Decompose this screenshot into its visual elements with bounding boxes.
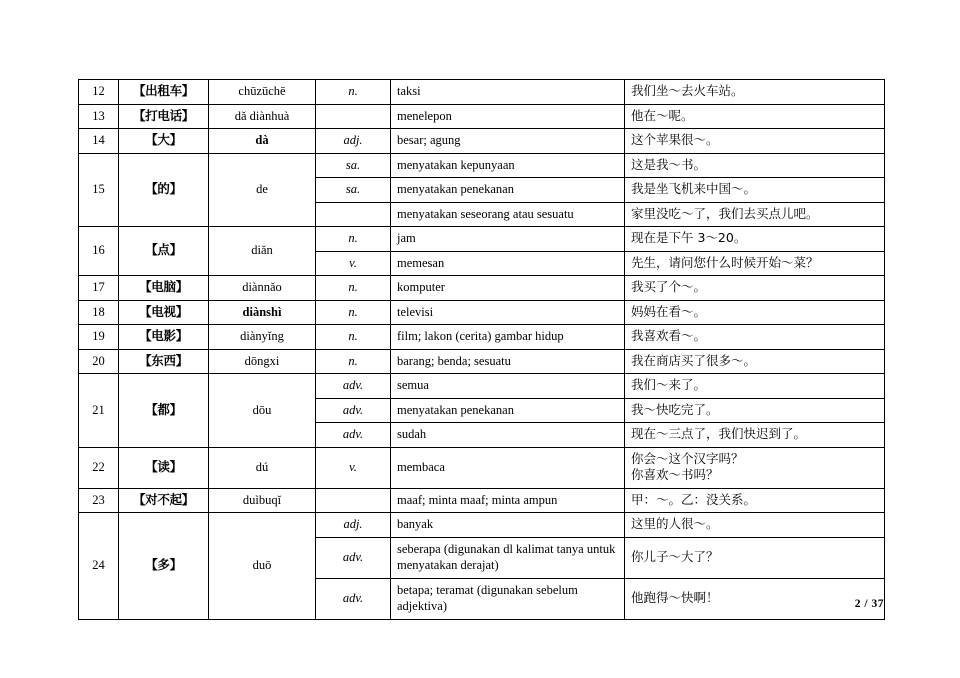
entry-headword: 【都】 xyxy=(119,374,209,448)
meaning-indonesian: sudah xyxy=(391,423,625,448)
example-sentence: 我喜欢看～。 xyxy=(631,328,707,343)
entry-pinyin: chūzūchē xyxy=(209,80,316,105)
example-sentences xyxy=(625,153,885,178)
entry-number: 18 xyxy=(79,300,119,325)
meaning-indonesian: film; lakon (cerita) gambar hidup xyxy=(391,325,625,350)
example-sentence: 这里的人很～。 xyxy=(631,516,719,531)
meaning-indonesian: taksi xyxy=(391,80,625,105)
entry-pinyin: diànnǎo xyxy=(209,276,316,301)
entry-number: 16 xyxy=(79,227,119,276)
entry-headword: 【电影】 xyxy=(119,325,209,350)
entry-headword: 【电视】 xyxy=(119,300,209,325)
meaning-indonesian: komputer xyxy=(391,276,625,301)
example-sentences xyxy=(625,276,885,301)
meaning-indonesian: maaf; minta maaf; minta ampun xyxy=(391,488,625,513)
meaning-indonesian: seberapa (digunakan dl kalimat tanya untuk menyatakan derajat) xyxy=(391,537,625,578)
example-sentences xyxy=(625,80,885,105)
part-of-speech: n. xyxy=(316,300,391,325)
vocabulary-table-wrapper xyxy=(78,79,884,620)
example-sentences xyxy=(625,104,885,129)
entry-headword: 【大】 xyxy=(119,129,209,154)
example-sentences xyxy=(625,447,885,488)
entry-pinyin: duìbuqǐ xyxy=(209,488,316,513)
entry-number: 13 xyxy=(79,104,119,129)
part-of-speech: adv. xyxy=(316,398,391,423)
entry-pinyin: diànyǐng xyxy=(209,325,316,350)
example-sentences xyxy=(625,202,885,227)
part-of-speech: n. xyxy=(316,227,391,252)
meaning-indonesian: televisi xyxy=(391,300,625,325)
example-sentences xyxy=(625,227,885,252)
entry-headword: 【多】 xyxy=(119,513,209,620)
entry-number: 22 xyxy=(79,447,119,488)
part-of-speech: sa. xyxy=(316,178,391,203)
example-sentence: 这是我～书。 xyxy=(631,156,707,172)
entry-number: 17 xyxy=(79,276,119,301)
meaning-indonesian: semua xyxy=(391,374,625,399)
example-sentence: 甲：～。乙：没关系。 xyxy=(631,491,757,507)
part-of-speech: n. xyxy=(316,80,391,105)
part-of-speech: n. xyxy=(316,325,391,350)
entry-headword: 【点】 xyxy=(119,227,209,276)
table-row xyxy=(79,349,885,374)
table-row xyxy=(79,325,885,350)
entry-pinyin: dà xyxy=(209,129,316,154)
example-sentences xyxy=(625,423,885,448)
example-sentences xyxy=(625,537,885,578)
example-sentence: 我在商店买了很多～。 xyxy=(631,352,757,368)
entry-pinyin: de xyxy=(209,153,316,227)
example-sentence: 现在～三点了，我们快迟到了。 xyxy=(631,426,807,441)
example-sentence: 他在～呢。 xyxy=(631,107,694,123)
table-row xyxy=(79,153,885,178)
entry-number: 20 xyxy=(79,349,119,374)
meaning-indonesian: membaca xyxy=(391,447,625,488)
part-of-speech xyxy=(316,202,391,227)
entry-headword: 【电脑】 xyxy=(119,276,209,301)
example-sentence: 家里没吃～了，我们去买点儿吧。 xyxy=(631,205,819,221)
entry-number: 12 xyxy=(79,80,119,105)
part-of-speech: adv. xyxy=(316,537,391,578)
vocabulary-table xyxy=(78,79,885,620)
entry-number: 21 xyxy=(79,374,119,448)
meaning-indonesian: menelepon xyxy=(391,104,625,129)
meaning-indonesian: jam xyxy=(391,227,625,252)
meaning-indonesian: menyatakan seseorang atau sesuatu xyxy=(391,202,625,227)
example-sentences xyxy=(625,513,885,538)
example-sentence: 现在是下午 3～20。 xyxy=(631,230,747,245)
entry-headword: 【的】 xyxy=(119,153,209,227)
table-row xyxy=(79,80,885,105)
table-row xyxy=(79,447,885,488)
example-sentence: 我～快吃完了。 xyxy=(631,401,719,417)
entry-headword: 【东西】 xyxy=(119,349,209,374)
table-row xyxy=(79,227,885,252)
example-sentences xyxy=(625,325,885,350)
entry-pinyin: dú xyxy=(209,447,316,488)
entry-pinyin: dōu xyxy=(209,374,316,448)
meaning-indonesian: menyatakan penekanan xyxy=(391,178,625,203)
entry-pinyin: dōngxi xyxy=(209,349,316,374)
part-of-speech: adj. xyxy=(316,513,391,538)
example-sentence: 先生，请问您什么时候开始～菜？ xyxy=(631,254,819,270)
example-sentences xyxy=(625,374,885,399)
entry-pinyin: dǎ diànhuà xyxy=(209,104,316,129)
example-sentence: 我是坐飞机来中国～。 xyxy=(631,181,757,196)
table-row xyxy=(79,129,885,154)
example-sentences xyxy=(625,129,885,154)
part-of-speech xyxy=(316,488,391,513)
example-sentence: 你喜欢～书吗？ xyxy=(631,467,719,482)
part-of-speech: n. xyxy=(316,276,391,301)
table-row xyxy=(79,513,885,538)
page-number-footer: 2 / 37 xyxy=(854,598,884,610)
part-of-speech: n. xyxy=(316,349,391,374)
entry-pinyin: duō xyxy=(209,513,316,620)
example-sentence: 这个苹果很～。 xyxy=(631,132,719,147)
table-row xyxy=(79,300,885,325)
entry-number: 24 xyxy=(79,513,119,620)
entry-pinyin: diǎn xyxy=(209,227,316,276)
table-row xyxy=(79,488,885,513)
entry-number: 23 xyxy=(79,488,119,513)
example-sentence: 你儿子～大了？ xyxy=(631,548,719,564)
example-sentences xyxy=(625,178,885,203)
vocabulary-table-body xyxy=(79,80,885,620)
meaning-indonesian: betapa; teramat (digunakan sebelum adjektiva) xyxy=(391,578,625,619)
part-of-speech: adj. xyxy=(316,129,391,154)
example-sentences xyxy=(625,300,885,325)
meaning-indonesian: menyatakan kepunyaan xyxy=(391,153,625,178)
part-of-speech: v. xyxy=(316,447,391,488)
part-of-speech xyxy=(316,104,391,129)
entry-number: 15 xyxy=(79,153,119,227)
part-of-speech: sa. xyxy=(316,153,391,178)
part-of-speech: adv. xyxy=(316,374,391,399)
entry-headword: 【对不起】 xyxy=(119,488,209,513)
example-sentences xyxy=(625,398,885,423)
meaning-indonesian: besar; agung xyxy=(391,129,625,154)
meaning-indonesian: menyatakan penekanan xyxy=(391,398,625,423)
part-of-speech: v. xyxy=(316,251,391,276)
entry-headword: 【读】 xyxy=(119,447,209,488)
entry-number: 14 xyxy=(79,129,119,154)
entry-headword: 【出租车】 xyxy=(119,80,209,105)
example-sentences xyxy=(625,488,885,513)
part-of-speech: adv. xyxy=(316,578,391,619)
example-sentence: 他跑得～快啊！ xyxy=(631,589,719,605)
table-row xyxy=(79,104,885,129)
example-sentence: 我买了个～。 xyxy=(631,279,707,294)
example-sentence: 我们～来了。 xyxy=(631,377,707,392)
example-sentences xyxy=(625,349,885,374)
part-of-speech: adv. xyxy=(316,423,391,448)
table-row xyxy=(79,276,885,301)
meaning-indonesian: memesan xyxy=(391,251,625,276)
example-sentence: 你会～这个汉字吗？ xyxy=(631,450,744,466)
example-sentences xyxy=(625,251,885,276)
entry-number: 19 xyxy=(79,325,119,350)
entry-pinyin: diànshì xyxy=(209,300,316,325)
entry-headword: 【打电话】 xyxy=(119,104,209,129)
example-sentence: 我们坐～去火车站。 xyxy=(631,83,744,98)
table-row xyxy=(79,374,885,399)
meaning-indonesian: barang; benda; sesuatu xyxy=(391,349,625,374)
meaning-indonesian: banyak xyxy=(391,513,625,538)
example-sentence: 妈妈在看～。 xyxy=(631,303,707,319)
